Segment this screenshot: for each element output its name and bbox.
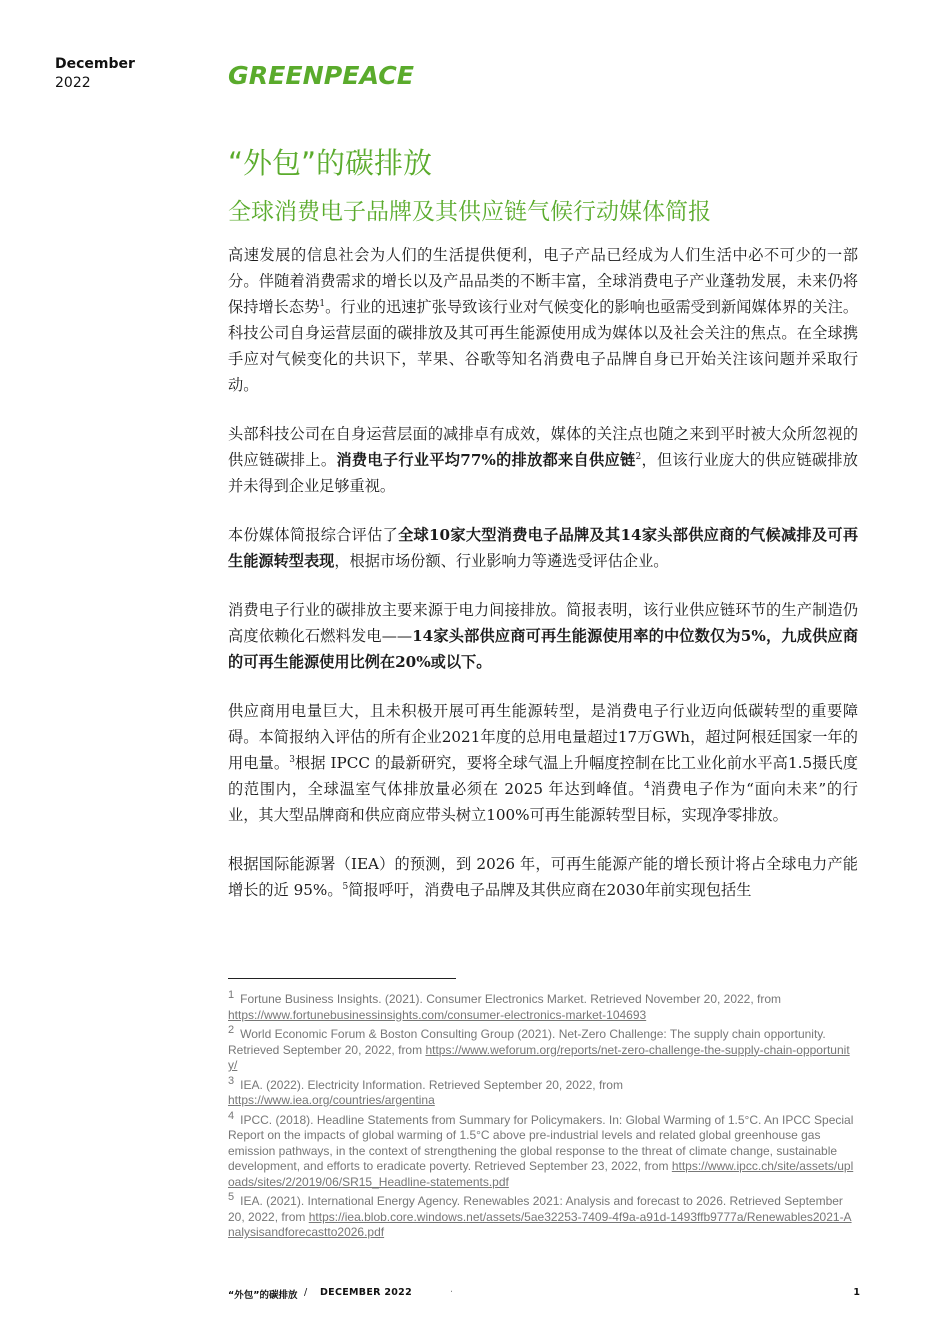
footnote-link[interactable]: https://www.weforum.org/reports/net-zero-challenge-the-supply-chain-opportunity/ bbox=[228, 1042, 850, 1072]
paragraph-1-text-a: 高速发展的信息社会为人们的生活提供便利，电子产品已经成为人们生活中必不可少的一部分。伴随着消费需求的增长以及产品品类的不断丰富，全球消费电子产业蓬勃发展，未来仍将保持增长态势 bbox=[228, 246, 858, 316]
footnote-ref-4[interactable]: 4 bbox=[644, 780, 650, 791]
footnote-4 bbox=[228, 1109, 858, 1191]
footer-dot: · bbox=[450, 1287, 454, 1298]
footnote-link[interactable]: https://www.ipcc.ch/site/assets/uploads/sites/2/2019/06/SR15_Headline-statements.pdf bbox=[228, 1159, 854, 1189]
footnote-1 bbox=[228, 989, 858, 1023]
header-year: 2022 bbox=[55, 75, 91, 91]
paragraph-3-text-a: 本份媒体简报综合评估了 bbox=[228, 526, 399, 544]
footnote-text: Fortune Business Insights. (2021). Consumer Electronics Market. Retrieved November 20, 2022, from bbox=[240, 992, 782, 1006]
paragraph-6-text-b: 简报呼吁，消费电子品牌及其供应商在2030年前实现包括生 bbox=[348, 881, 752, 899]
paragraph-1-text-b: 。行业的迅速扩张导致该行业对气候变化的影响也亟需受到新闻媒体界的关注。科技公司自身运营层面的碳排放及其可再生能源使用成为媒体以及社会关注的焦点。在全球携手应对气候变化的共识下，苹果、谷歌等知名消费电子品牌自身已开始关注该问题并采取行动。 bbox=[228, 298, 859, 394]
footnote-5 bbox=[228, 1191, 858, 1241]
footer-separator: / bbox=[304, 1287, 308, 1298]
footnote-ref-2[interactable]: 2 bbox=[635, 451, 642, 462]
footer-date: DECEMBER 2022 bbox=[320, 1287, 412, 1298]
greenpeace-logo bbox=[226, 56, 418, 92]
footer-title: “外包”的碳排放 bbox=[228, 1290, 298, 1301]
paragraph-5-text-c: 消费电子作为“面向未来”的行业，其大型品牌商和供应商应带头树立100%可再生能源转型目标，实现净零排放。 bbox=[228, 780, 858, 824]
paragraph-6 bbox=[228, 851, 858, 903]
footnote-text: World Economic Forum & Boston Consulting Group (2021). Net-Zero Challenge: The supply chain opportunity. Retrieved September 20, 2022, from bbox=[228, 1027, 826, 1057]
footnote-3 bbox=[228, 1074, 858, 1109]
paragraph-6-text-a: 根据国际能源署（IEA）的预测，到 2026 年，可再生能源产能的增长预计将占全球电力产能增长的近 95%。 bbox=[228, 855, 858, 899]
paragraph-4 bbox=[228, 597, 858, 675]
footnote-text: IEA. (2022). Electricity Information. Retrieved September 20, 2022, from bbox=[240, 1077, 623, 1092]
footnote-number: 5 bbox=[228, 1191, 235, 1203]
paragraph-5 bbox=[228, 698, 858, 828]
paragraph-4-highlight: 14家头部供应商可再生能源使用率的中位数仅为5%，九成供应商的可再生能源使用比例在20%或以下。 bbox=[228, 627, 859, 671]
paragraph-5-text-b: 根据 IPCC 的最新研究，要将全球气温上升幅度控制在比工业化前水平高1.5摄氏度的范围内，全球温室气体排放量必须在 2025 年达到峰值。 bbox=[228, 754, 858, 798]
paragraph-4-text-a: 消费电子行业的碳排放主要来源于电力间接排放。简报表明，该行业供应链环节的生产制造仍高度依赖化石燃料发电—— bbox=[228, 601, 858, 645]
footnote-ref-1[interactable]: 1 bbox=[319, 298, 326, 309]
footnote-number: 3 bbox=[228, 1074, 235, 1087]
paragraph-3 bbox=[228, 522, 858, 574]
footnote-ref-3[interactable]: 3 bbox=[289, 754, 295, 765]
greenpeace-logo-text: GREENPEACE bbox=[228, 61, 414, 90]
page-number: 1 bbox=[853, 1287, 860, 1298]
footnote-text: IEA. (2021). International Energy Agency. Renewables 2021: Analysis and forecast to 2026. Retrieved September 20, 2022, from bbox=[228, 1194, 843, 1224]
paragraph-2-text-b: ，但该行业庞大的供应链碳排放并未得到企业足够重视。 bbox=[228, 451, 858, 495]
footnote-link[interactable]: https://www.fortunebusinessinsights.com/consumer-electronics-market-104693 bbox=[228, 1007, 647, 1022]
paragraph-2-highlight: 消费电子行业平均77%的排放都来自供应链 bbox=[336, 451, 636, 469]
paragraph-2-text-a: 头部科技公司在自身运营层面的减排卓有成效，媒体的关注点也随之来到平时被大众所忽视的供应链碳排上。 bbox=[228, 425, 858, 469]
footnote-number: 4 bbox=[228, 1109, 235, 1122]
paragraph-2 bbox=[228, 421, 858, 499]
page-title: “外包”的碳排放 bbox=[228, 146, 433, 180]
footnote-link[interactable]: https://iea.blob.core.windows.net/assets/5ae32253-7409-4f9a-a91d-1493ffb9777a/Renewables2021-Analysisandforecastto2026.pdf bbox=[228, 1209, 852, 1239]
footnote-divider bbox=[228, 978, 456, 979]
header-month: December bbox=[55, 56, 135, 72]
footnote-text: IPCC. (2018). Headline Statements from Summary for Policymakers. In: Global Warming of 1.5°C. An IPCC Special Report on the impacts of global warming of 1.5°C above pre-industrial levels and related global greenhouse gas emission pathways, in the context of strengthening the global response to the threat of climate change, sustainable development, and efforts to eradicate poverty. Retrieved September 23, 2022, from bbox=[228, 1112, 854, 1173]
header-date bbox=[55, 55, 135, 93]
footnotes bbox=[228, 989, 858, 1245]
paragraph-5-text-a: 供应商用电量巨大，且未积极开展可再生能源转型，是消费电子行业迈向低碳转型的重要障碍。本简报纳入评估的所有企业2021年度的总用电量超过17万GWh，超过阿根廷国家一年的用电量。 bbox=[228, 702, 858, 772]
footnote-2 bbox=[228, 1024, 858, 1074]
footnote-ref-5[interactable]: 5 bbox=[342, 881, 349, 892]
paragraph-3-highlight: 全球10家大型消费电子品牌及其14家头部供应商的气候减排及可再生能源转型表现 bbox=[228, 526, 859, 570]
paragraph-3-text-b: ，根据市场份额、行业影响力等遴选受评估企业。 bbox=[334, 552, 669, 570]
page-footer bbox=[228, 1287, 860, 1301]
footnote-number: 1 bbox=[228, 989, 235, 1001]
paragraph-1 bbox=[228, 242, 858, 398]
footnote-number: 2 bbox=[228, 1024, 235, 1036]
body-text bbox=[228, 242, 858, 926]
footnote-link[interactable]: https://www.iea.org/countries/argentina bbox=[228, 1093, 435, 1107]
page-subtitle: 全球消费电子品牌及其供应链气候行动媒体简报 bbox=[228, 199, 711, 225]
